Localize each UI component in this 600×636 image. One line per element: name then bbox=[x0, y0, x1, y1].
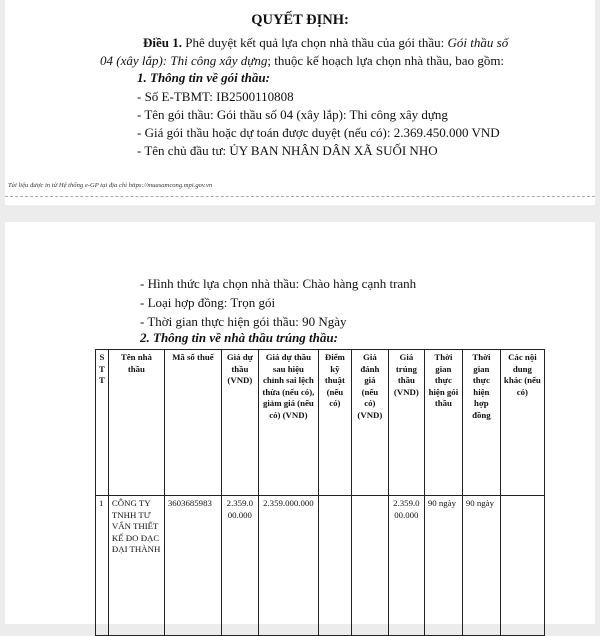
package-info-tbmt: - Số E-TBMT: IB2500110808 bbox=[137, 89, 294, 104]
cell-other-content bbox=[500, 496, 544, 636]
header-evaluated-price: Giá đánh giá (nếu có) (VND) bbox=[351, 350, 388, 496]
table-row bbox=[96, 496, 545, 636]
document-page-1 bbox=[5, 0, 595, 205]
header-stt: S T T bbox=[96, 350, 109, 496]
header-other-content: Các nội dung khác (nếu có) bbox=[500, 350, 544, 496]
package-name-part-2: 04 (xây lắp): Thi công xây dựng bbox=[100, 53, 268, 68]
section-1-title: 1. Thông tin về gói thầu: bbox=[137, 70, 270, 85]
cropped-text-fragment bbox=[115, 0, 335, 4]
print-source-note: Tài liệu được in từ Hệ thống e-GP tại địa chỉ https://muasamcong.mpi.gov.vn bbox=[8, 182, 213, 189]
article-text-1: Phê duyệt kết quả lựa chọn nhà thầu của gói thầu: bbox=[182, 35, 448, 50]
table-header-row bbox=[96, 350, 545, 496]
header-package-duration: Thời gian thực hiện gói thầu bbox=[424, 350, 462, 496]
contract-type: - Loại hợp đồng: Trọn gói bbox=[140, 295, 276, 310]
selection-method: - Hình thức lựa chọn nhà thầu: Chào hàng cạnh tranh bbox=[140, 276, 417, 291]
cell-contract-duration: 90 ngày bbox=[462, 496, 500, 636]
package-info-name: - Tên gói thầu: Gói thầu số 04 (xây lắp): Thi công xây dựng bbox=[137, 107, 448, 122]
header-technical-score: Điểm kỹ thuật (nếu có) bbox=[318, 350, 351, 496]
header-tax-code: Mã số thuế bbox=[164, 350, 221, 496]
header-contract-duration: Thời gian thực hiện hợp đồng bbox=[462, 350, 500, 496]
package-name-part-1: Gói thầu số bbox=[447, 35, 509, 50]
decision-title: QUYẾT ĐỊNH: bbox=[251, 12, 349, 28]
article-label: Điều 1. bbox=[143, 35, 182, 50]
article-line-1 bbox=[143, 35, 508, 51]
header-winning-price: Giá trúng thầu (VND) bbox=[388, 350, 424, 496]
cell-package-duration: 90 ngày bbox=[424, 496, 462, 636]
cell-tax-code: 3603685983 bbox=[164, 496, 221, 636]
header-bid-price: Giá dự thầu (VND) bbox=[221, 350, 258, 496]
winning-contractor-table bbox=[95, 349, 545, 636]
package-info-investor: - Tên chủ đầu tư: ỦY BAN NHÂN DÂN XÃ SUỐI NHO bbox=[137, 143, 438, 158]
cell-adjusted-bid-price: 2.359.000.000 bbox=[258, 496, 318, 636]
article-line-2 bbox=[100, 53, 504, 69]
cell-bid-price: 2.359.000.000 bbox=[221, 496, 258, 636]
cell-stt: 1 bbox=[96, 496, 109, 636]
article-text-2: ; thuộc kế hoạch lựa chọn nhà thầu, bao gồm: bbox=[267, 53, 505, 68]
package-info-price: - Giá gói thầu hoặc dự toán được duyệt (nếu có): 2.369.450.000 VND bbox=[137, 125, 500, 140]
document-page-2 bbox=[5, 222, 595, 624]
cell-technical-score bbox=[318, 496, 351, 636]
execution-time: - Thời gian thực hiện gói thầu: 90 Ngày bbox=[140, 314, 347, 329]
cell-evaluated-price bbox=[351, 496, 388, 636]
page-divider bbox=[5, 196, 595, 197]
header-adjusted-bid-price: Giá dự thầu sau hiệu chỉnh sai lệch thừa (nếu có), giảm giá (nếu có) (VND) bbox=[258, 350, 318, 496]
section-2-title: 2. Thông tin về nhà thầu trúng thầu: bbox=[140, 330, 338, 345]
cell-winning-price: 2.359.000.000 bbox=[388, 496, 424, 636]
cell-contractor-name: CÔNG TY TNHH TƯ VẤN THIẾT KẾ ĐO ĐẠC ĐẠI THÀNH bbox=[108, 496, 164, 636]
header-contractor-name: Tên nhà thầu bbox=[108, 350, 164, 496]
